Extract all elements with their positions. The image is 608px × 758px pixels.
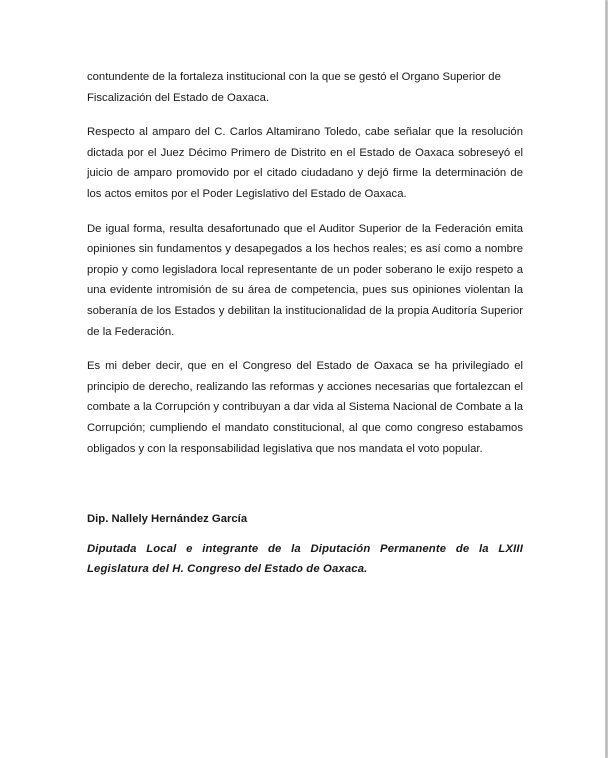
paragraph-4: Es mi deber decir, que en el Congreso del Estado de Oaxaca se ha privilegiado el principio de derecho, realizando las reformas y acciones necesarias que fortalezcan el combate a la Corrupción y contribuyan a dar vida al Sistema Nacional de Combate a la Corrupción; cumpliendo el mandato constitucional, al que como congreso estabamos obligados y con la responsabilidad legislativa que nos mandata el voto popular.	[87, 360, 523, 455]
signature-title: Diputada Local e integrante de la Diputación Permanente de la LXIII Legislatura del H. Congreso del Estado de Oaxaca.	[87, 542, 523, 576]
paragraph-2: Respecto al amparo del C. Carlos Altamirano Toledo, cabe señalar que la resolución dictada por el Juez Décimo Primero de Distrito en el Estado de Oaxaca sobreseyó el juicio de amparo promovido por el citado ciudadano y dejó firme la determinación de los actos emitos por el Poder Legislativo del Estado de Oaxaca.	[87, 126, 523, 200]
paragraph-3: De igual forma, resulta desafortunado que el Auditor Superior de la Federación emita opiniones sin fundamentos y desapegados a los hechos reales; es así como a nombre propio y como legisladora local representante de un poder soberano le exijo respeto a una evidente intromisión de su área de competencia, pues sus opiniones violentan la soberanía de los Estados y debilitan la institucionalidad de la propia Auditoría Superior de la Federación.	[87, 222, 523, 338]
document-body	[87, 67, 523, 580]
paragraph-1: contundente de la fortaleza institucional con la que se gestó el Organo Superior de Fiscalización del Estado de Oaxaca.	[87, 71, 501, 104]
signature-name: Dip. Nallely Hernández García	[87, 513, 248, 526]
